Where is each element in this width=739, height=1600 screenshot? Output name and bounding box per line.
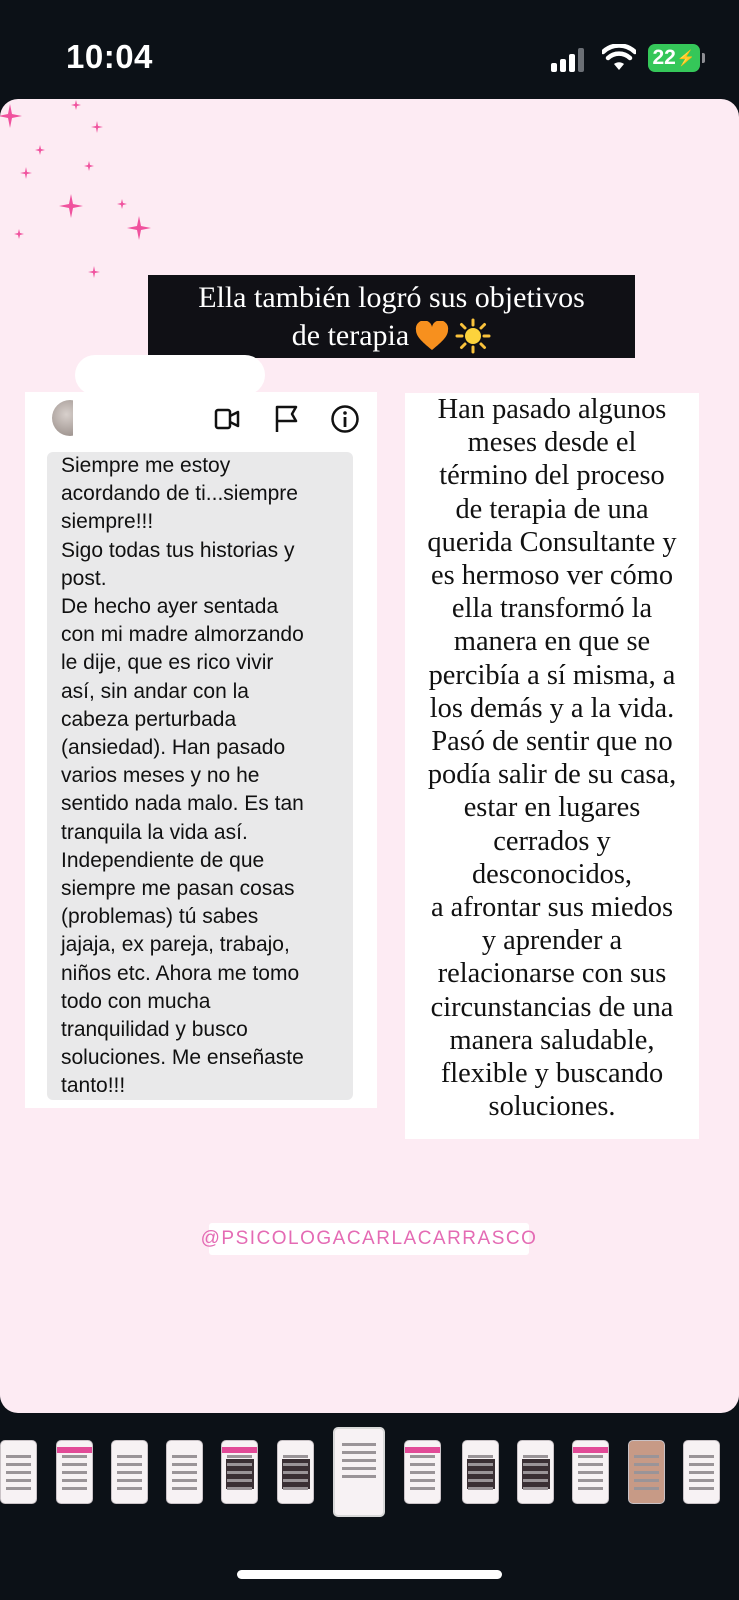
sun-icon xyxy=(455,318,491,354)
redacted-name xyxy=(73,392,223,436)
story-thumbnail[interactable] xyxy=(221,1440,258,1504)
story-thumbnail[interactable] xyxy=(111,1440,148,1504)
testimonial-line: meses desde el xyxy=(467,427,637,459)
testimonial-line: es hermoso ver cómo xyxy=(430,560,674,592)
message-line: Sigo todas tus historias y xyxy=(61,538,295,562)
testimonial-line: podía salir de su casa, xyxy=(427,759,677,791)
message-line: niños etc. Ahora me tomo xyxy=(61,961,300,985)
title-line-2: de terapia xyxy=(291,318,410,352)
message-line: acordando de ti...siempre xyxy=(61,482,298,506)
message-line: post. xyxy=(61,566,107,590)
story-canvas[interactable] xyxy=(0,99,739,1413)
message-line: (ansiedad). Han pasado xyxy=(61,736,286,760)
title-line-1: Ella también logró sus objetivos xyxy=(198,280,585,314)
video-call-icon xyxy=(213,404,243,434)
message-bubble xyxy=(47,452,353,1100)
story-thumbnail[interactable] xyxy=(277,1440,314,1504)
flag-icon xyxy=(271,404,301,434)
story-thumbnail[interactable] xyxy=(404,1440,441,1504)
message-line: soluciones. Me enseñaste xyxy=(61,1046,304,1070)
testimonial-line: y aprender a xyxy=(481,925,623,957)
testimonial-line: de terapia de una xyxy=(455,493,649,525)
account-handle[interactable]: @PSICOLOGACARLACARRASCO xyxy=(209,1223,529,1255)
story-thumbnail[interactable] xyxy=(572,1440,609,1504)
testimonial-line: cerrados y xyxy=(493,825,611,857)
message-line: con mi madre almorzando xyxy=(61,623,304,647)
message-line: tranquila la vida así. xyxy=(61,820,248,844)
story-thumbnail-strip xyxy=(0,1425,739,1525)
cellular-signal-icon xyxy=(551,48,589,72)
message-line: todo con mucha xyxy=(61,989,211,1013)
testimonial-line: soluciones. xyxy=(488,1091,616,1123)
message-line: sentido nada malo. Es tan xyxy=(61,792,304,816)
home-indicator[interactable] xyxy=(237,1570,502,1579)
message-line: De hecho ayer sentada xyxy=(61,595,279,619)
message-line: siempre me pasan cosas xyxy=(61,877,295,901)
story-thumbnail[interactable] xyxy=(683,1440,720,1504)
orange-heart-icon xyxy=(415,321,449,351)
testimonial-line: flexible y buscando xyxy=(440,1058,664,1090)
testimonial-text xyxy=(405,393,699,1139)
sparkles-decoration xyxy=(0,99,170,299)
message-line: Siempre me estoy xyxy=(61,454,231,477)
testimonial-line: estar en lugares xyxy=(463,792,641,824)
story-thumbnail[interactable] xyxy=(462,1440,499,1504)
battery-level: 22 xyxy=(652,46,676,69)
testimonial-line: desconocidos, xyxy=(471,858,633,890)
testimonial-line: relacionarse con sus xyxy=(437,958,667,990)
redaction-blur xyxy=(75,355,265,395)
testimonial-line: querida Consultante y xyxy=(427,526,677,558)
testimonial-line: Han pasado algunos xyxy=(437,394,667,425)
testimonial-line: Pasó de sentir que no xyxy=(431,726,673,758)
story-title xyxy=(148,275,635,358)
message-line: tanto!!! xyxy=(61,1074,126,1098)
status-bar xyxy=(0,0,739,100)
story-thumbnail[interactable] xyxy=(333,1427,385,1517)
testimonial-line: término del proceso xyxy=(439,460,665,492)
testimonial-line: los demás y a la vida. xyxy=(429,692,675,724)
testimonial-line: ella transformó la xyxy=(451,593,653,625)
message-line: (problemas) tú sabes xyxy=(61,905,259,929)
testimonial-line: manera saludable, xyxy=(449,1024,655,1056)
info-icon xyxy=(330,404,360,434)
message-line: siempre!!! xyxy=(61,510,154,534)
story-thumbnail[interactable] xyxy=(517,1440,554,1504)
chat-screenshot xyxy=(25,392,377,1108)
message-line: le dije, que es rico vivir xyxy=(61,651,274,675)
story-thumbnail[interactable] xyxy=(628,1440,665,1504)
story-thumbnail[interactable] xyxy=(56,1440,93,1504)
message-line: así, sin andar con la xyxy=(61,679,249,703)
testimonial-line: a afrontar sus miedos xyxy=(430,892,674,924)
message-line: jajaja, ex pareja, trabajo, xyxy=(61,933,290,957)
battery-charging-icon: 22 ⚡ xyxy=(648,44,700,72)
message-line: cabeza perturbada xyxy=(61,707,237,731)
wifi-icon xyxy=(602,44,636,72)
status-time: 10:04 xyxy=(66,38,153,75)
chat-header xyxy=(25,392,377,444)
message-line: Independiente de que xyxy=(61,848,265,872)
testimonial-line: manera en que se xyxy=(453,626,651,658)
message-line: varios meses y no he xyxy=(61,764,260,788)
message-line: tranquilidad y busco xyxy=(61,1018,248,1042)
testimonial-line: percibía a sí misma, a xyxy=(428,659,676,691)
testimonial-line: circunstancias de una xyxy=(430,991,674,1023)
story-thumbnail[interactable] xyxy=(0,1440,37,1504)
story-thumbnail[interactable] xyxy=(166,1440,203,1504)
